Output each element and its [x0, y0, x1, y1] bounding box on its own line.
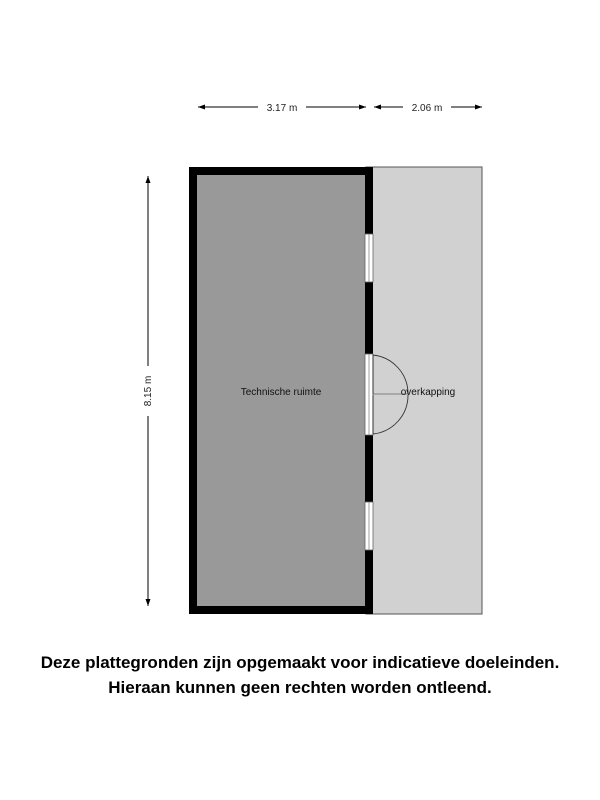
- disclaimer-line-2: Hieraan kunnen geen rechten worden ontleend.: [108, 678, 492, 697]
- dimension-width-right-label: 2.06 m: [411, 103, 443, 114]
- room-label-overkapping: overkapping: [400, 387, 456, 398]
- room-label-technische-ruimte: Technische ruimte: [240, 387, 322, 398]
- dimension-height-label: 8.15 m: [143, 375, 154, 407]
- dimension-width-left: [198, 103, 366, 114]
- dimension-width-left-label: 3.17 m: [266, 103, 298, 114]
- window-lower: [365, 502, 373, 550]
- dimension-width-right: [374, 103, 482, 114]
- window-upper: [365, 234, 373, 282]
- dimension-height: [143, 176, 154, 606]
- disclaimer-line-1: Deze plattegronden zijn opgemaakt voor indicatieve doeleinden.: [40, 653, 560, 672]
